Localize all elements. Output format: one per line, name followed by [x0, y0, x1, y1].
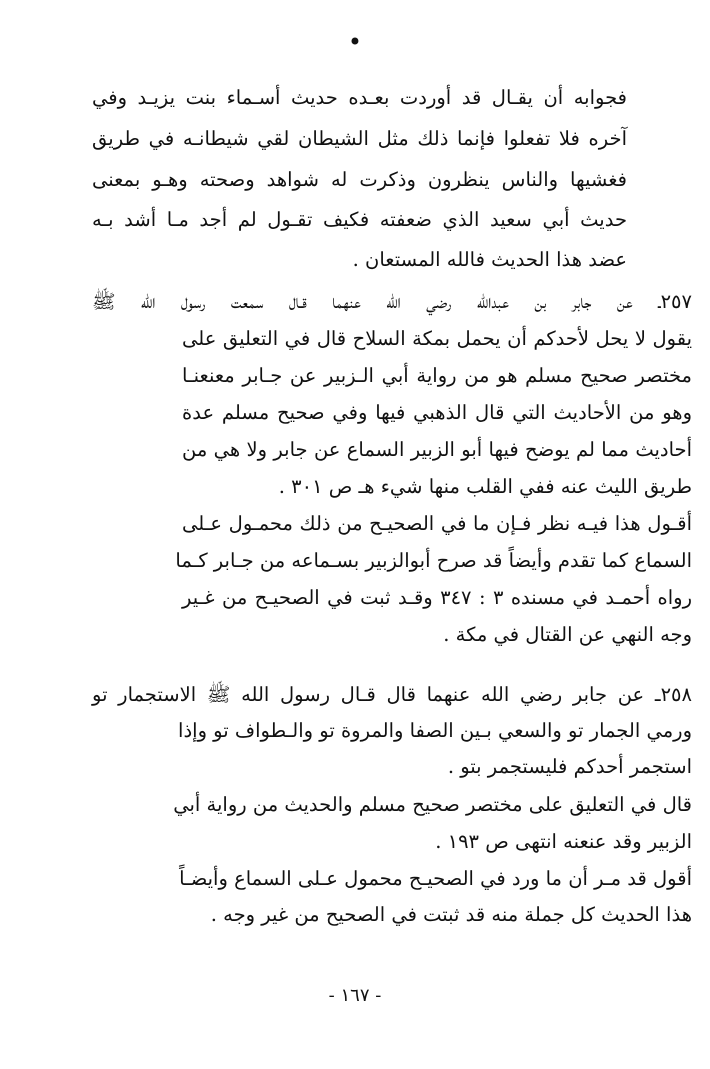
text-line: استجمر أحدكم فليستجمر بتو . [447, 755, 692, 778]
entry-first-line [92, 282, 692, 322]
text-line: أحاديث مما لم يوضح فيها أبو الزبير السماع عن جابر ولا هي من [182, 438, 692, 461]
text-line: ورمي الجمار تو والسعي بـين الصفا والمروة تو والـطواف تو وإذا [178, 719, 692, 742]
entry-first-line [92, 675, 692, 715]
text-line: طريق الليث عنه ففي القلب منها شيء هـ ص ٣٠١ . [278, 475, 692, 498]
page-number: - ١٦٧ - [328, 985, 382, 1006]
entry-number: ٢٥٧ [660, 290, 692, 313]
text-line: هذا الحديث كل جملة منه قد ثبتت في الصحيح من غير وجه . [210, 903, 692, 926]
text-line: وهو من الأحاديث التي قال الذهبي فيها وفي صحيح مسلم عدة [182, 401, 692, 424]
text-line: حديث أبي سعيد الذي ضعفته فكيف تقـول لم أجد مـا أشد بـه [92, 208, 627, 231]
text-line: رواه أحمـد في مسنده ٣ : ٣٤٧ وقـد ثبت في الصحيـح من غـير [182, 586, 692, 609]
text-line: يقول لا يحل لأحدكم أن يحمل بمكة السلاح قال في التعليق على [182, 327, 692, 350]
text-line: السماع كما تقدم وأيضاً قد صرح أبوالزبير بسـماعه من جـابر كـما [175, 549, 692, 572]
text-line: قال في التعليق على مختصر صحيح مسلم والحديث من رواية أبي [173, 793, 692, 816]
opening-paragraph [92, 78, 627, 278]
text-line: أقـول هذا فيـه نظر فـإن ما في الصحيـح من ذلك محمـول عـلى [182, 512, 692, 535]
entry-text: ـ عن جابر رضي الله عنهما قال قـال رسول الله ﷺ الاستجمار تو [92, 683, 661, 706]
text-line: مختصر صحيح مسلم هو من رواية أبي الـزبير عن جـابر معنعنـا [182, 364, 692, 387]
text-line: فجوابه أن يقـال قد أوردت بعـده حديث أسـماء بنت يزيـد وفي [92, 86, 627, 109]
text-line: آخره فلا تفعلوا فإنما ذلك مثل الشيطان لقي شيطانـه في طريق [92, 127, 627, 150]
hadith-entry-257 [92, 282, 692, 662]
text-line: وجه النهي عن القتال في مكة . [443, 623, 692, 646]
hadith-entry-258 [92, 675, 692, 955]
entry-text: ـ عن جابر بن عبدالله رضي الله عنهما قـال سمعت رسول الله ﷺ [92, 290, 661, 313]
text-line: أقول قد مـر أن ما ورد في الصحيـح محمول عـلى السماع وأيضـاً [179, 867, 692, 890]
entry-number: ٢٥٨ [660, 683, 692, 706]
text-line: فغشيها والناس ينظرون وذكرت له شواهد وصحته وهـو بمعنى [92, 168, 627, 191]
text-line: الزبير وقد عنعنه انتهى ص ١٩٣ . [435, 830, 692, 853]
text-line: عضد هذا الحديث فالله المستعان . [352, 248, 627, 271]
top-dot-mark: • [347, 28, 363, 56]
